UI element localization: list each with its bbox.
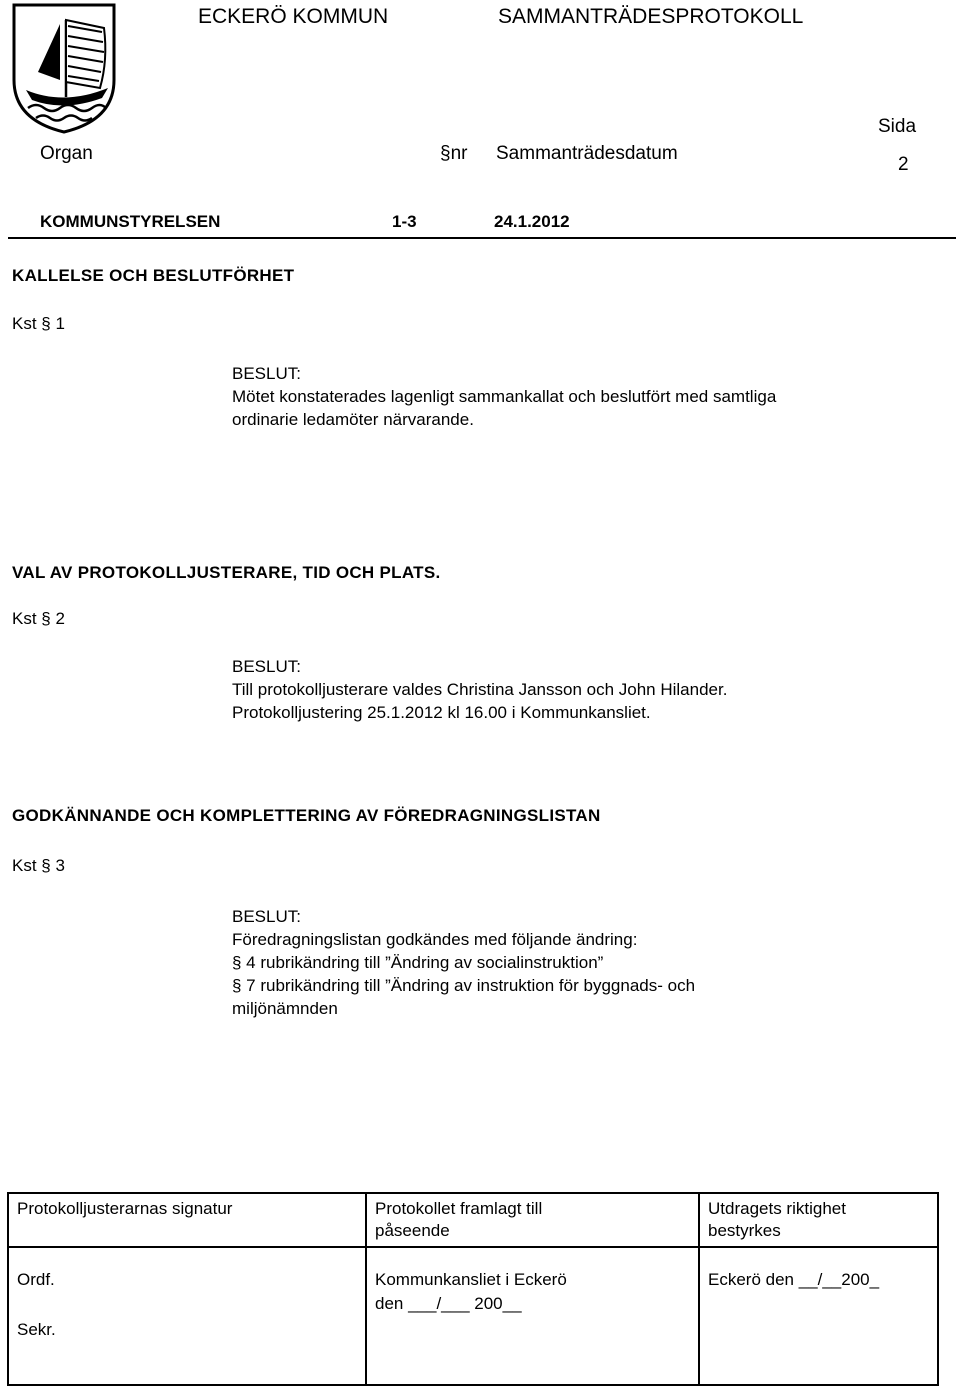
organ-value: KOMMUNSTYRELSEN <box>40 212 221 231</box>
signature-cell <box>8 1247 366 1385</box>
municipality-name: ECKERÖ KOMMUN <box>198 5 389 28</box>
section-3-decision <box>232 905 695 1020</box>
section-1-beslut-label: BESLUT: <box>232 364 301 383</box>
section-3-line-2: § 4 rubrikändring till ”Ändring av socialinstruktion” <box>232 953 604 972</box>
certification-header-cell <box>699 1193 938 1247</box>
section-3-line-4: miljönämnden <box>232 999 338 1018</box>
section-2-beslut-label: BESLUT: <box>232 657 301 676</box>
page-number: 2 <box>898 154 909 175</box>
signature-table-body-row <box>8 1247 938 1385</box>
section-2-decision <box>232 655 727 724</box>
secretary-label: Sekr. <box>17 1320 56 1339</box>
section-1-kst: Kst § 1 <box>12 314 65 333</box>
public-display-cell <box>366 1247 699 1385</box>
public-display-place: Kommunkansliet i Eckerö <box>375 1270 567 1289</box>
section-3-title: GODKÄNNANDE OCH KOMPLETTERING AV FÖREDRAGNINGSLISTAN <box>12 806 601 825</box>
paragraph-number-label: §nr <box>440 143 468 164</box>
organ-label: Organ <box>40 143 93 164</box>
chairman-label: Ordf. <box>17 1270 55 1289</box>
document-type: SAMMANTRÄDESPROTOKOLL <box>498 5 804 28</box>
certification-place-date: Eckerö den __/__200_ <box>708 1270 880 1289</box>
municipal-coat-of-arms-ship-icon <box>8 2 120 134</box>
certification-cell <box>699 1247 938 1385</box>
certification-header-line-2: bestyrkes <box>708 1221 781 1240</box>
public-display-date: den ___/___ 200__ <box>375 1294 522 1313</box>
meeting-date-label: Sammanträdesdatum <box>496 143 678 164</box>
section-1-title: KALLELSE OCH BESLUTFÖRHET <box>12 266 295 285</box>
section-3-kst: Kst § 3 <box>12 856 65 875</box>
section-3-beslut-label: BESLUT: <box>232 907 301 926</box>
signature-header: Protokolljusterarnas signatur <box>17 1199 233 1218</box>
public-display-header-line-2: påseende <box>375 1221 450 1240</box>
certification-header-line-1: Utdragets riktighet <box>708 1199 846 1218</box>
signature-table <box>7 1192 939 1386</box>
section-1-line-1: Mötet konstaterades lagenligt sammankallat och beslutfört med samtliga <box>232 387 777 406</box>
section-2-title: VAL AV PROTOKOLLJUSTERARE, TID OCH PLATS. <box>12 563 441 582</box>
section-2-kst: Kst § 2 <box>12 609 65 628</box>
section-1-decision <box>232 362 776 431</box>
public-display-header-line-1: Protokollet framlagt till <box>375 1199 543 1218</box>
header-divider <box>8 237 956 239</box>
page-label: Sida <box>878 116 917 137</box>
signature-table-header-row <box>8 1193 938 1247</box>
section-2-line-1: Till protokolljusterare valdes Christina Jansson och John Hilander. <box>232 680 728 699</box>
public-display-header-cell <box>366 1193 699 1247</box>
section-3-line-3: § 7 rubrikändring till ”Ändring av instruktion för byggnads- och <box>232 976 696 995</box>
section-3-line-1: Föredragningslistan godkändes med följande ändring: <box>232 930 638 949</box>
meeting-date-value: 24.1.2012 <box>494 212 570 231</box>
section-1-line-2: ordinarie ledamöter närvarande. <box>232 410 474 429</box>
paragraph-range-value: 1-3 <box>392 212 417 231</box>
signature-header-cell <box>8 1193 366 1247</box>
section-2-line-2: Protokolljustering 25.1.2012 kl 16.00 i Kommunkansliet. <box>232 703 651 722</box>
